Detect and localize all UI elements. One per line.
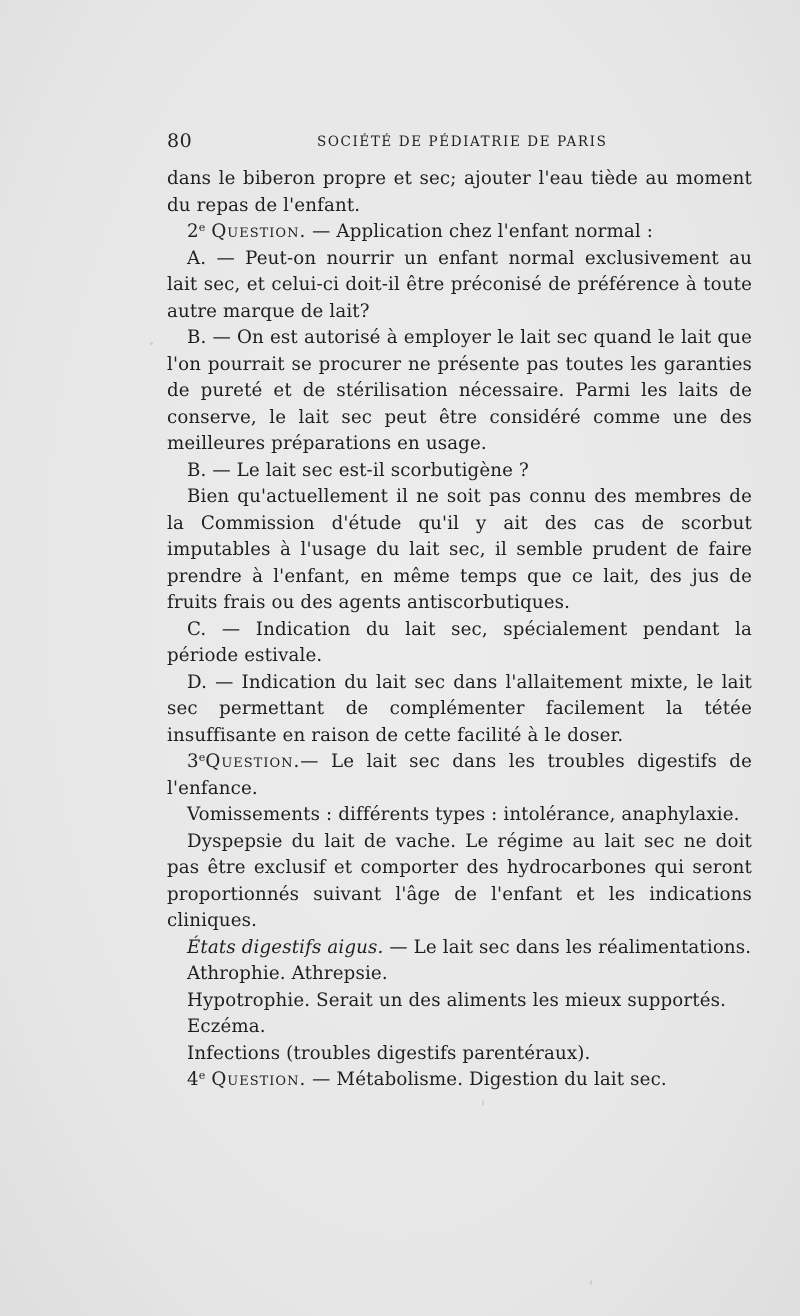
paper-speck [150, 342, 153, 345]
paragraph-eczema: Eczéma. [187, 1016, 266, 1037]
paragraph-a: A. — Peut-on nourrir un enfant normal exclusivement au lait sec, et celui-ci doit-il être préconisé de préférence à toute autre marque de lait? [167, 247, 752, 322]
question-4-number: 4 [187, 1069, 199, 1090]
paragraph-hypotrophie: Hypotrophie. Serait un des aliments les mieux supportés. [187, 989, 727, 1011]
paragraph-b-autorise: B. — On est autorisé à employer le lait sec quand le lait que l'on pourrait se procurer ne présente pas toutes les garanties de pureté et de stérilisation nécessaire. Parmi les laits de conserve, le lait sec peut être considéré comme une des meilleures préparations en usage. [167, 327, 752, 454]
paper-speck [482, 1100, 484, 1106]
paragraph-c: C. — Indication du lait sec, spécialement pendant la période estivale. [167, 618, 752, 666]
paragraph-infections: Infections (troubles digestifs parentéraux). [187, 1042, 591, 1064]
question-2-label: Question. [211, 221, 307, 242]
question-2-number: 2 [187, 221, 199, 242]
question-4-heading [167, 1067, 752, 1094]
body-text [167, 166, 752, 1094]
question-2-heading [167, 219, 752, 246]
question-3-title: — Le lait sec dans les troubles digestifs de l'enfance. [167, 751, 752, 799]
question-4-title: — Métabolisme. Digestion du lait sec. [306, 1069, 667, 1090]
question-4-ordinal: e [198, 1069, 206, 1082]
paragraph-vomissements: Vomissements : différents types : intolérance, anaphylaxie. [187, 804, 740, 825]
page-number: 80 [167, 130, 193, 152]
paragraph-athrophie: Athrophie. Athrepsie. [187, 963, 388, 984]
question-3-ordinal: e [198, 751, 206, 764]
paragraph-d: D. — Indication du lait sec dans l'allaitement mixte, le lait sec permettant de complémenter facilement la tétée insuffisante en raison de cette facilité à le doser. [167, 671, 752, 746]
etats-italic: États digestifs aigus. [187, 936, 384, 958]
running-head: SOCIÉTÉ DE PÉDIATRIE DE PARIS [317, 134, 608, 150]
question-3-number: 3 [187, 751, 199, 772]
paragraph-dyspepsie: Dyspepsie du lait de vache. Le régime au lait sec ne doit pas être exclusif et comporter des hydrocarbones qui seront proportionnés suivant l'âge de l'enfant et les indications cliniques. [167, 830, 752, 931]
paragraph-bien: Bien qu'actuellement il ne soit pas connu des membres de la Commission d'étude qu'il y ait des cas de scorbut imputables à l'usage du lait sec, il semble prudent de faire prendre à l'enfant, en même temps que ce lait, des jus de fruits frais ou des agents antiscorbutiques. [167, 486, 752, 613]
question-2-ordinal: e [198, 221, 206, 234]
paper-speck [590, 1280, 592, 1285]
question-3-label: Question. [205, 751, 301, 772]
paragraph-biberon: dans le biberon propre et sec; ajouter l'eau tiède au moment du repas de l'enfant. [167, 168, 752, 216]
paragraph-etats [167, 935, 752, 962]
question-4-label: Question. [211, 1069, 307, 1090]
page-header [167, 128, 752, 158]
question-2-title: — Application chez l'enfant normal : [306, 221, 654, 242]
question-3-heading [167, 749, 752, 802]
etats-rest: — Le lait sec dans les réalimentations. [383, 936, 752, 958]
paragraph-b-scorbut: B. — Le lait sec est-il scorbutigène ? [187, 459, 529, 481]
